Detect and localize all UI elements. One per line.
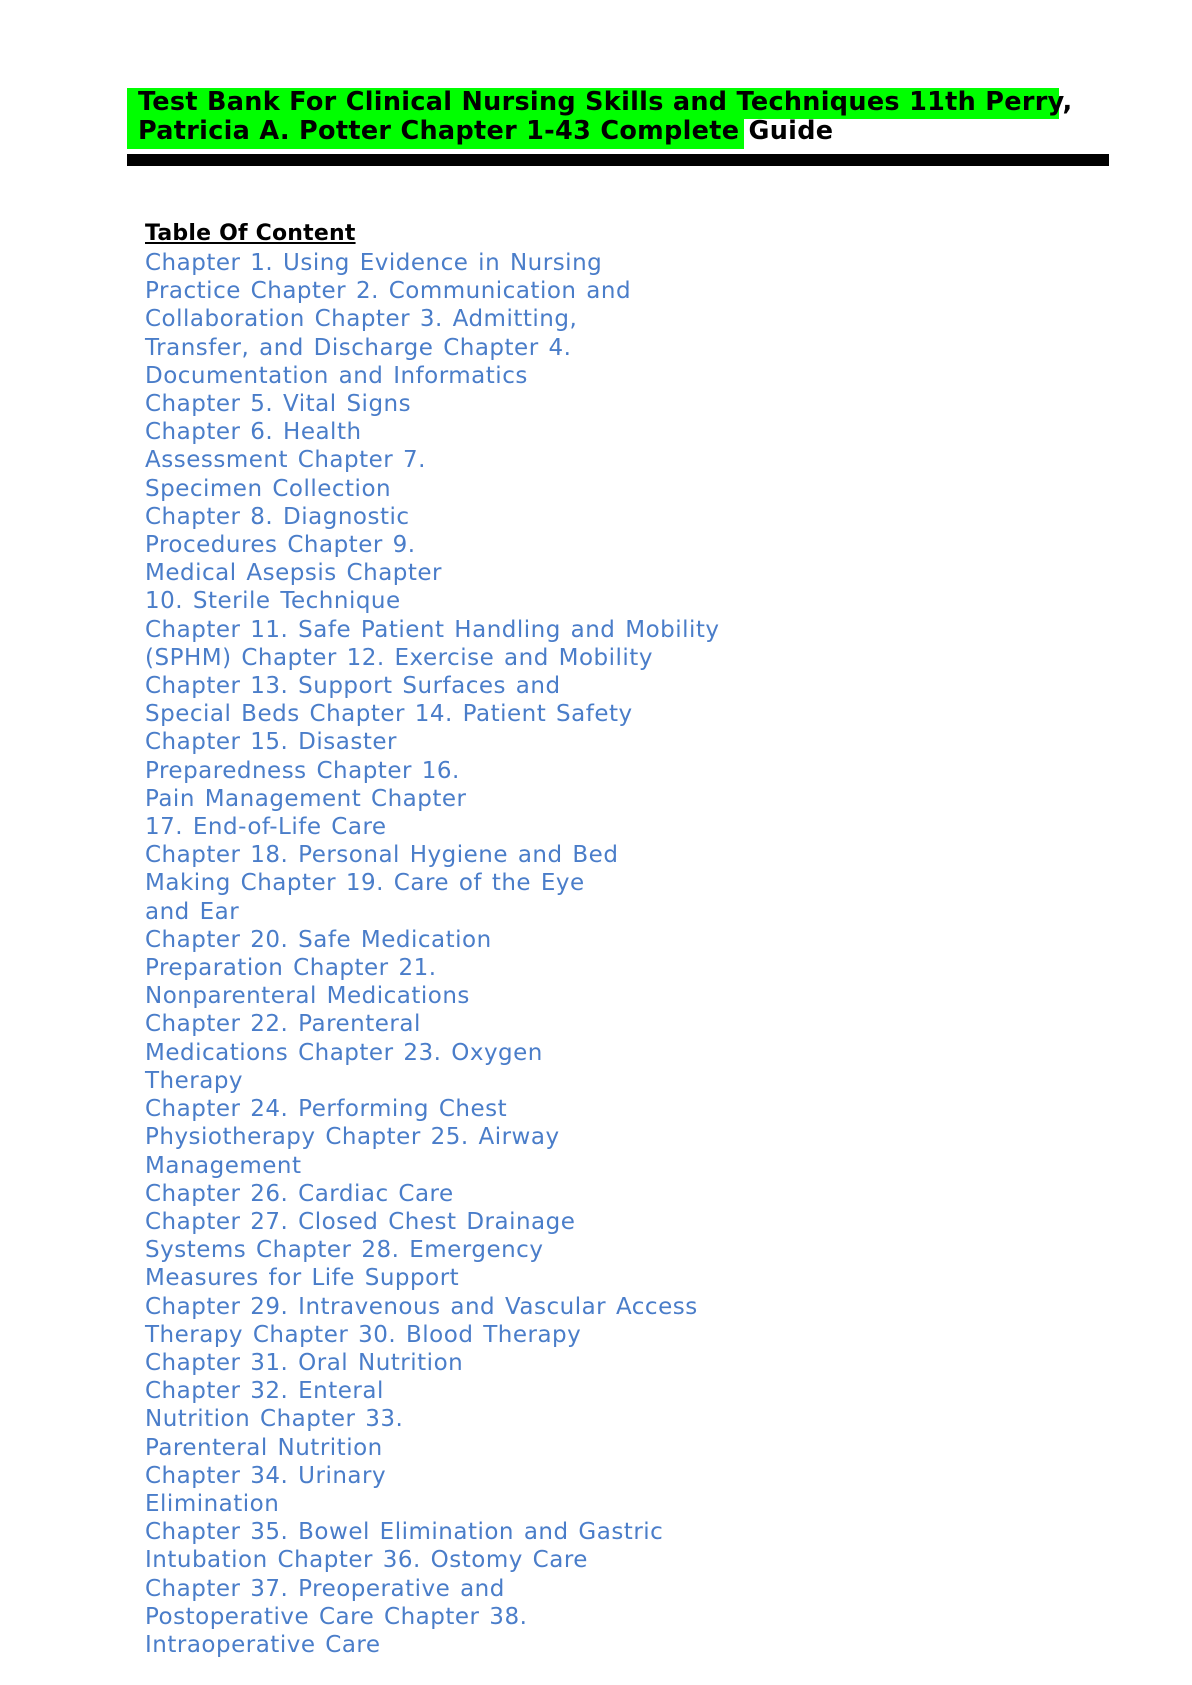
toc-entry[interactable]: Specimen Collection — [145, 475, 392, 502]
toc-entry[interactable]: Chapter 31. Oral Nutrition — [145, 1349, 464, 1376]
toc-entry[interactable]: Elimination — [145, 1490, 280, 1517]
toc-entry[interactable]: Measures for Life Support — [145, 1265, 460, 1292]
document-title: Test Bank For Clinical Nursing Skills and Techniques 11th Perry, Patricia A. Potter Chapter 1-43 Complete Guide — [138, 88, 1073, 146]
toc-entry[interactable]: Medical Asepsis Chapter — [145, 560, 443, 587]
toc-entry[interactable]: Chapter 34. Urinary — [145, 1462, 387, 1489]
toc-entry[interactable]: Management — [145, 1152, 302, 1179]
toc-entry[interactable]: Chapter 26. Cardiac Care — [145, 1180, 454, 1207]
toc-entry[interactable]: Chapter 27. Closed Chest Drainage — [145, 1208, 576, 1235]
toc-entry[interactable]: Preparation Chapter 21. — [145, 955, 437, 982]
toc-entry[interactable]: Therapy — [145, 1067, 244, 1094]
toc-entry[interactable]: Collaboration Chapter 3. Admitting, — [145, 306, 578, 333]
toc-entry[interactable]: Systems Chapter 28. Emergency — [145, 1237, 544, 1264]
toc-heading: Table Of Content — [145, 221, 356, 246]
toc-entry[interactable]: Parenteral Nutrition — [145, 1434, 383, 1461]
toc-entry[interactable]: Chapter 35. Bowel Elimination and Gastric — [145, 1519, 664, 1546]
toc-entry[interactable]: Postoperative Care Chapter 38. — [145, 1603, 528, 1630]
toc-entry[interactable]: Chapter 6. Health — [145, 419, 362, 446]
document-title-block — [127, 88, 1109, 158]
toc-entry[interactable]: Chapter 11. Safe Patient Handling and Mobility — [145, 616, 720, 643]
toc-entry[interactable]: Chapter 20. Safe Medication — [145, 926, 492, 953]
toc-entry[interactable]: 17. End-of-Life Care — [145, 814, 387, 841]
toc-entry[interactable]: Making Chapter 19. Care of the Eye — [145, 870, 585, 897]
toc-entry[interactable]: Chapter 37. Preoperative and — [145, 1575, 505, 1602]
toc-entry[interactable]: Transfer, and Discharge Chapter 4. — [145, 334, 572, 361]
toc-entry[interactable]: and Ear — [145, 898, 240, 925]
title-underline-rule — [127, 154, 1109, 166]
toc-entry[interactable]: Intraoperative Care — [145, 1631, 381, 1658]
toc-entry[interactable]: Chapter 29. Intravenous and Vascular Access — [145, 1293, 698, 1320]
toc-entry[interactable]: (SPHM) Chapter 12. Exercise and Mobility — [145, 644, 653, 671]
toc-entry[interactable]: Procedures Chapter 9. — [145, 532, 416, 559]
toc-entry[interactable]: Chapter 1. Using Evidence in Nursing — [145, 250, 603, 276]
toc-entry[interactable]: Documentation and Informatics — [145, 362, 528, 389]
toc-list — [145, 249, 1045, 1659]
toc-entry[interactable]: Chapter 15. Disaster — [145, 729, 397, 756]
toc-entry[interactable]: Pain Management Chapter — [145, 785, 467, 812]
toc-entry[interactable]: Intubation Chapter 36. Ostomy Care — [145, 1547, 588, 1574]
toc-entry[interactable]: Chapter 32. Enteral — [145, 1378, 384, 1405]
toc-entry[interactable]: Practice Chapter 2. Communication and — [145, 278, 632, 305]
toc-entry[interactable]: Medications Chapter 23. Oxygen — [145, 1039, 543, 1066]
toc-entry[interactable]: Preparedness Chapter 16. — [145, 757, 460, 784]
table-of-contents — [145, 220, 1045, 1659]
toc-entry[interactable]: Chapter 8. Diagnostic — [145, 503, 410, 530]
toc-entry[interactable]: Nonparenteral Medications — [145, 983, 470, 1010]
toc-entry[interactable]: Chapter 24. Performing Chest — [145, 1096, 508, 1123]
toc-entry[interactable]: Chapter 22. Parenteral — [145, 1011, 421, 1038]
toc-entry[interactable]: Special Beds Chapter 14. Patient Safety — [145, 701, 633, 728]
toc-entry[interactable]: Chapter 5. Vital Signs — [145, 391, 412, 418]
toc-entry[interactable]: Nutrition Chapter 33. — [145, 1406, 404, 1433]
toc-entry[interactable]: Chapter 18. Personal Hygiene and Bed — [145, 842, 619, 869]
toc-entry[interactable]: Therapy Chapter 30. Blood Therapy — [145, 1321, 582, 1348]
toc-entry[interactable]: Chapter 13. Support Surfaces and — [145, 673, 561, 700]
toc-entry[interactable]: Physiotherapy Chapter 25. Airway — [145, 1124, 560, 1151]
toc-entry[interactable]: Assessment Chapter 7. — [145, 447, 426, 474]
toc-entry[interactable]: 10. Sterile Technique — [145, 588, 401, 615]
